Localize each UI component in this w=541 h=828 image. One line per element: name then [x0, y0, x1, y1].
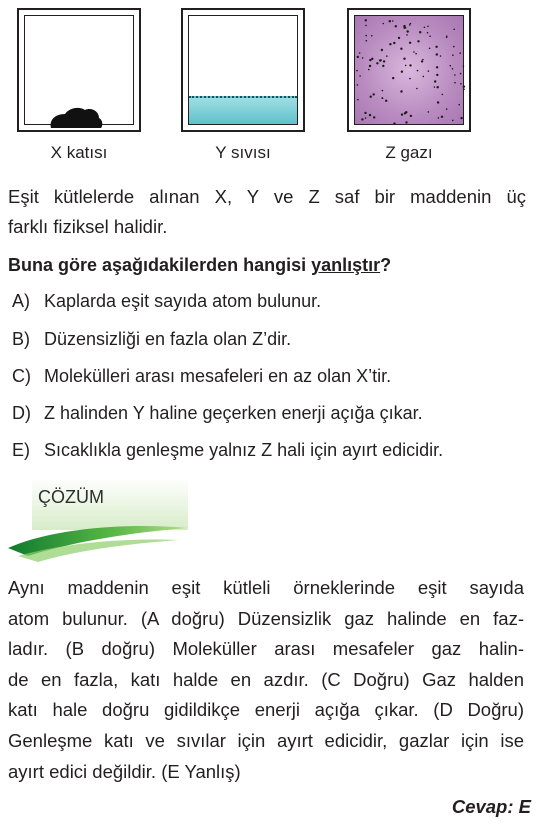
question-before: Buna göre aşağıdakilerden hangisi [8, 255, 312, 275]
option-letter: C) [12, 366, 31, 386]
gas-particle [401, 113, 403, 115]
gas-particles [355, 16, 467, 128]
gas-particle [423, 76, 425, 78]
solution-line: Genleşme katı ve sıvılar için ayırt edicidir, gazlar için ise [8, 729, 524, 751]
gas-particle [356, 70, 358, 72]
gas-particle [407, 30, 409, 32]
gas-particle [365, 117, 367, 119]
gas-container-inner [354, 15, 464, 125]
gas-particle [385, 100, 387, 102]
gas-particle [424, 27, 426, 29]
gas-particle [365, 35, 367, 37]
solid-container [17, 8, 141, 132]
gas-particle [434, 86, 436, 88]
gas-particle [368, 69, 370, 71]
option-letter: E) [12, 440, 30, 460]
gas-particle [429, 48, 431, 50]
gas-particle [429, 35, 431, 37]
gas-particle [438, 117, 440, 119]
liquid-container [181, 8, 305, 132]
gas-particle [409, 78, 411, 80]
gas-particle [437, 101, 439, 103]
gas-particle [454, 74, 456, 76]
option-letter: A) [12, 291, 30, 311]
solution-text [8, 573, 524, 787]
gas-particle [403, 25, 405, 27]
gas-particle [453, 46, 455, 48]
solution-line: ayırt edici değildir. (E Yanlış) [8, 760, 241, 782]
gas-particle [366, 40, 368, 42]
gas-particle [357, 99, 359, 101]
gas-particle [398, 37, 400, 39]
gas-particle [442, 94, 444, 96]
gas-particle [427, 32, 429, 34]
gas-particle [446, 37, 448, 39]
gas-particle [369, 65, 371, 67]
gas-particle [441, 116, 443, 118]
option-text: Düzensizliği en fazla olan Z’dir. [44, 329, 292, 349]
gas-particle [395, 25, 397, 27]
gas-particle [435, 46, 437, 48]
gas-particle [359, 52, 361, 54]
gas-particle [460, 73, 462, 75]
gas-particle [415, 53, 417, 55]
gas-particle [382, 65, 384, 67]
solution-line: atom bulunur. (A doğru) Düzensizlik gaz halinde en faz- [8, 607, 524, 629]
gas-particle [386, 55, 388, 57]
solid-container-inner [24, 15, 134, 125]
y-caption: Y sıvısı [215, 143, 271, 162]
solid-lump-icon [25, 16, 137, 128]
gas-particle [460, 83, 462, 85]
solution-line: katı hale doğru gidildikçe enerji açığa çıkar. (D Doğru) [8, 699, 524, 721]
question-after: ? [380, 255, 392, 275]
gas-particle [409, 24, 411, 26]
gas-particle [373, 116, 375, 118]
gas-particle [421, 60, 423, 62]
gas-particle [428, 70, 430, 72]
option-d [12, 400, 423, 426]
gas-particle [361, 118, 363, 120]
gas-particle [359, 75, 361, 77]
gas-particle [409, 42, 411, 44]
gas-particle [393, 42, 395, 44]
gas-particle [392, 20, 394, 22]
intro-line-2: farklı fiziksel halidir. [8, 216, 168, 237]
gas-particle [437, 86, 439, 88]
solution-label: ÇÖZÜM [38, 487, 104, 507]
question-text [8, 255, 391, 276]
gas-particle [401, 71, 403, 73]
question-underlined: yanlıştır [311, 255, 381, 275]
gas-particle [417, 40, 419, 42]
gas-particle [369, 114, 371, 116]
gas-particle [440, 55, 442, 57]
gas-particle [436, 53, 438, 55]
gas-particle [413, 51, 415, 53]
gas-particle [410, 115, 412, 117]
gas-particle [409, 64, 411, 66]
option-letter: D) [12, 403, 31, 423]
gas-container [347, 8, 471, 132]
liquid-fill [189, 96, 297, 124]
solution-line: ladır. (B doğru) Moleküller arası mesafeler gaz halin- [8, 638, 524, 660]
gas-particle [427, 26, 429, 28]
gas-particle [463, 85, 465, 87]
gas-particle [362, 57, 364, 59]
gas-particle [422, 59, 424, 61]
liquid-container-inner [188, 15, 298, 125]
gas-particle [393, 122, 395, 124]
gas-particle [376, 62, 378, 64]
gas-particle [453, 29, 455, 31]
gas-particle [436, 74, 438, 76]
option-text: Molekülleri arası mesafeleri en az olan X’tir. [44, 366, 392, 386]
gas-particle [365, 25, 367, 27]
gas-particle [406, 34, 408, 36]
gas-particle [416, 88, 418, 90]
gas-particle [383, 60, 385, 62]
gas-particle [382, 90, 384, 92]
gas-particle [381, 49, 383, 51]
answer: Cevap: E [451, 796, 531, 817]
gas-particle [381, 97, 383, 99]
gas-particle [400, 48, 402, 50]
gas-particle [370, 96, 372, 98]
gas-particle [371, 35, 373, 37]
solution-line: de en fazla, katı halde en azdır. (C Doğru) Gaz halden [8, 668, 524, 690]
option-text: Kaplarda eşit sayıda atom bulunur. [44, 291, 322, 311]
intro-line-1: Eşit kütlelerde alınan X, Y ve Z saf bir maddenin üç [8, 186, 526, 207]
gas-particle [405, 65, 407, 67]
gas-particle [434, 80, 436, 82]
option-c [12, 363, 391, 389]
gas-particle [417, 70, 419, 72]
gas-particle [373, 93, 375, 95]
gas-particle [389, 43, 391, 45]
solution-line: Aynı maddenin eşit kütleli örneklerinde eşit sayıda [8, 577, 524, 598]
gas-particle [357, 56, 359, 58]
gas-particle [400, 90, 402, 92]
option-letter: B) [12, 329, 30, 349]
gas-particle [371, 58, 373, 60]
gas-particle [452, 120, 454, 122]
option-e [12, 437, 443, 463]
gas-particle [364, 112, 366, 114]
gas-particle [380, 59, 382, 61]
option-text: Sıcaklıkla genleşme yalnız Z hali için ayırt edicidir. [44, 440, 444, 460]
gas-particle [450, 65, 452, 67]
gas-particle [452, 68, 454, 70]
option-a [12, 288, 321, 314]
gas-particle [458, 104, 460, 106]
gas-particle [436, 66, 438, 68]
gas-particle [459, 52, 461, 54]
gas-particle [428, 111, 430, 113]
gas-particle [357, 84, 359, 86]
gas-particle [419, 31, 421, 33]
gas-particle [463, 88, 465, 90]
gas-particle [365, 19, 367, 21]
gas-particle [383, 23, 385, 25]
gas-particle [463, 65, 465, 67]
option-b [12, 326, 291, 352]
z-caption: Z gazı [385, 143, 433, 162]
gas-particle [452, 54, 454, 56]
gas-particle [389, 20, 391, 22]
gas-particle [454, 82, 456, 84]
gas-particle [460, 117, 462, 119]
gas-particle [405, 121, 407, 123]
x-caption: X katısı [50, 143, 108, 162]
gas-particle [446, 108, 448, 110]
option-text: Z halinden Y haline geçerken enerji açığa çıkar. [44, 403, 423, 423]
gas-particle [403, 58, 405, 60]
gas-particle [404, 112, 406, 114]
gas-particle [392, 77, 394, 79]
